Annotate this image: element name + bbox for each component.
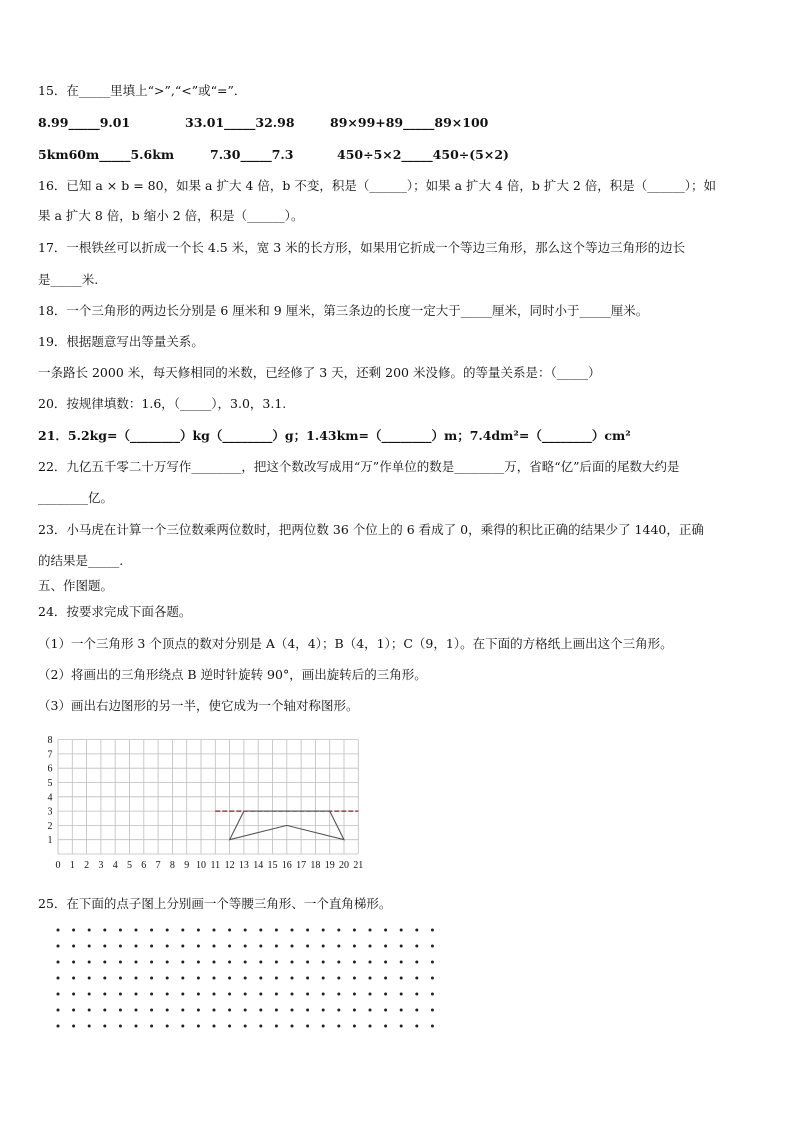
dot[interactable] [259,1025,262,1028]
dot[interactable] [119,929,122,932]
dot[interactable] [400,977,403,980]
x-tick-label: 3 [98,860,104,871]
dot[interactable] [213,993,216,996]
dot[interactable] [228,945,231,948]
dot[interactable] [181,1009,184,1012]
q24-sub-3: （3）画出右边图形的另一半，使它成为一个轴对称图形。 [38,698,359,713]
dot[interactable] [306,977,309,980]
dot[interactable] [103,929,106,932]
q15-compare: 8.99_____9.01 [38,115,131,130]
dot[interactable] [400,1009,403,1012]
dot[interactable] [275,929,278,932]
dot[interactable] [369,929,372,932]
x-tick-label: 19 [324,860,335,871]
dot[interactable] [150,961,153,964]
section-title: 五、作图题。 [38,578,114,593]
dot[interactable] [353,961,356,964]
dot[interactable] [103,1025,106,1028]
dot[interactable] [353,945,356,948]
x-tick-label: 21 [353,860,364,871]
x-tick-label: 10 [196,860,206,871]
dot[interactable] [103,945,106,948]
dot[interactable] [415,977,418,980]
dot[interactable] [400,1025,403,1028]
y-tick-label: 8 [47,735,53,747]
dot[interactable] [337,961,340,964]
dot[interactable] [337,945,340,948]
dot[interactable] [213,961,216,964]
dot[interactable] [72,961,75,964]
dot[interactable] [353,993,356,996]
dot[interactable] [135,945,138,948]
dot[interactable] [213,945,216,948]
dot[interactable] [384,993,387,996]
dot[interactable] [181,929,184,932]
dot[interactable] [135,1009,138,1012]
dot[interactable] [306,929,309,932]
dot[interactable] [88,961,91,964]
dot[interactable] [369,977,372,980]
dot[interactable] [228,961,231,964]
q19-line-1: 19．根据题意写出等量关系。 [38,334,204,349]
dot[interactable] [259,945,262,948]
dot[interactable] [166,977,169,980]
dot[interactable] [244,929,247,932]
q21-line-1: 21．5.2kg=（________）kg（________）g；1.43km=（________）m；7.4dm²=（________）cm² [38,428,631,443]
dot[interactable] [259,977,262,980]
dot[interactable] [400,945,403,948]
q15-compare: 450÷5×2_____450÷(5×2) [337,147,509,162]
y-tick-label: 6 [47,763,53,775]
q24-sub-1: （1）一个三角形 3 个顶点的数对分别是 A（4，4）；B（4，1）；C（9，1）。在下面的方格纸上画出这个三角形。 [38,636,673,651]
dot[interactable] [337,1009,340,1012]
dot[interactable] [88,1009,91,1012]
dot[interactable] [103,993,106,996]
dot[interactable] [213,1025,216,1028]
dot[interactable] [166,945,169,948]
y-tick-label: 5 [47,778,53,789]
dot[interactable] [181,961,184,964]
dot[interactable] [244,961,247,964]
dot[interactable] [322,945,325,948]
dot[interactable] [88,929,91,932]
y-tick-label: 4 [47,792,53,804]
q17-line-2: 是_____米. [38,272,99,287]
dot[interactable] [353,1025,356,1028]
dot[interactable] [197,1009,200,1012]
dot[interactable] [244,977,247,980]
dot[interactable] [306,1025,309,1028]
dot[interactable] [135,977,138,980]
x-tick-label: 14 [253,860,264,871]
q17-line-1: 17．一根铁丝可以折成一个长 4.5 米，宽 3 米的长方形，如果用它折成一个等边三角形，那么这个等边三角形的边长 [38,240,686,255]
dot[interactable] [181,945,184,948]
dot[interactable] [181,977,184,980]
dot[interactable] [88,993,91,996]
dot[interactable] [181,993,184,996]
q15-compare: 7.30_____7.3 [210,147,294,162]
dot[interactable] [57,1009,60,1012]
dot[interactable] [337,977,340,980]
dot[interactable] [291,945,294,948]
dot[interactable] [72,1025,75,1028]
dot[interactable] [197,961,200,964]
dot[interactable] [337,1025,340,1028]
x-tick-label: 8 [169,860,175,871]
dot[interactable] [119,961,122,964]
q15-compare: 5km60m_____5.6km [38,147,175,162]
dot[interactable] [119,1025,122,1028]
dot[interactable] [431,929,434,932]
dot[interactable] [400,929,403,932]
dot[interactable] [415,1025,418,1028]
dot[interactable] [337,993,340,996]
dot[interactable] [197,977,200,980]
x-tick-label: 9 [184,860,190,871]
q19-line-2: 一条路长 2000 米，每天修相同的米数，已经修了 3 天，还剩 200 米没修。的等量关系是：（_____） [38,365,601,380]
dot[interactable] [150,929,153,932]
dot[interactable] [228,1025,231,1028]
dot[interactable] [57,945,60,948]
dot[interactable] [369,961,372,964]
dot[interactable] [275,993,278,996]
y-tick-label: 3 [47,806,53,818]
dot[interactable] [88,1025,91,1028]
y-tick-label: 1 [47,835,53,847]
dot[interactable] [322,929,325,932]
dot[interactable] [322,993,325,996]
q24-sub-2: （2）将画出的三角形绕点 B 逆时针旋转 90°，画出旋转后的三角形。 [38,667,427,682]
q16-line-1: 16．已知 a × b = 80，如果 a 扩大 4 倍，b 不变，积是（______）；如果 a 扩大 4 倍，b 扩大 2 倍，积是（______）；如 [38,178,717,193]
dot[interactable] [197,1025,200,1028]
dot[interactable] [213,1009,216,1012]
dot[interactable] [103,1009,106,1012]
x-tick-label: 12 [224,860,235,871]
dot[interactable] [322,1009,325,1012]
dot[interactable] [135,961,138,964]
dot[interactable] [119,1009,122,1012]
dot[interactable] [197,929,200,932]
dot[interactable] [291,1025,294,1028]
q22-line-2: ________亿。 [38,490,114,505]
dot[interactable] [72,993,75,996]
q15-compare: 89×99+89_____89×100 [330,115,489,130]
dot[interactable] [415,945,418,948]
dot[interactable] [135,1025,138,1028]
dot[interactable] [72,929,75,932]
dot[interactable] [57,929,60,932]
dot[interactable] [150,1009,153,1012]
dot[interactable] [103,961,106,964]
dot[interactable] [291,993,294,996]
dot[interactable] [291,961,294,964]
dot[interactable] [369,1009,372,1012]
dot[interactable] [322,977,325,980]
dot[interactable] [244,1025,247,1028]
dot[interactable] [57,961,60,964]
dot[interactable] [306,961,309,964]
dot[interactable] [384,929,387,932]
dot[interactable] [400,961,403,964]
dot[interactable] [275,945,278,948]
dot[interactable] [369,993,372,996]
dot[interactable] [275,1009,278,1012]
dot[interactable] [431,1025,434,1028]
dot[interactable] [415,1009,418,1012]
x-tick-label: 17 [296,860,307,871]
q16-line-2: 果 a 扩大 8 倍，b 缩小 2 倍，积是（______）。 [38,208,304,223]
x-tick-label: 15 [267,860,278,871]
dot[interactable] [369,945,372,948]
q20-line-1: 20．按规律填数：1.6，（_____），3.0，3.1. [38,396,287,411]
dot[interactable] [384,945,387,948]
dot[interactable] [119,945,122,948]
q24-title: 24．按要求完成下面各题。 [38,604,192,619]
x-tick-label: 11 [210,860,221,871]
x-tick-label: 1 [69,860,75,871]
dot[interactable] [88,977,91,980]
dot[interactable] [150,945,153,948]
dot[interactable] [306,993,309,996]
q22-line-1: 22．九亿五千零二十万写作________，把这个数改写成用“万”作单位的数是________万，省略“亿”后面的尾数大约是 [38,459,680,474]
dot[interactable] [291,977,294,980]
dot-paper[interactable] [40,920,440,1032]
dot[interactable] [322,961,325,964]
dot[interactable] [57,1025,60,1028]
q25-title: 25．在下面的点子图上分别画一个等腰三角形、一个直角梯形。 [38,896,392,911]
q23-line-1: 23．小马虎在计算一个三位数乘两位数时，把两位数 36 个位上的 6 看成了 0，乘得的积比正确的结果少了 1440，正确 [38,522,704,537]
dot[interactable] [228,993,231,996]
x-tick-label: 0 [55,860,61,871]
dot[interactable] [353,929,356,932]
dot[interactable] [353,1009,356,1012]
x-tick-label: 2 [84,860,90,871]
dot[interactable] [275,961,278,964]
dot[interactable] [384,961,387,964]
dot[interactable] [166,1025,169,1028]
dot[interactable] [228,929,231,932]
dot[interactable] [337,929,340,932]
q18-line-1: 18．一个三角形的两边长分别是 6 厘米和 9 厘米，第三条边的长度一定大于_____厘米，同时小于_____厘米。 [38,303,649,318]
dot[interactable] [306,1009,309,1012]
dot[interactable] [306,945,309,948]
dot[interactable] [166,993,169,996]
dot[interactable] [72,977,75,980]
dot[interactable] [150,993,153,996]
dot[interactable] [57,993,60,996]
dot[interactable] [400,993,403,996]
dot[interactable] [213,929,216,932]
dot[interactable] [150,1025,153,1028]
dot[interactable] [275,1025,278,1028]
dot[interactable] [291,929,294,932]
dot[interactable] [431,945,434,948]
dot[interactable] [119,993,122,996]
dot[interactable] [431,977,434,980]
dot[interactable] [72,945,75,948]
dot[interactable] [166,961,169,964]
dot[interactable] [72,1009,75,1012]
dot[interactable] [197,993,200,996]
grid-labels [48,735,364,871]
q15-prompt: 15．在_____里填上“>”,“<”或“=”． [38,83,247,98]
dot[interactable] [244,945,247,948]
dot[interactable] [259,993,262,996]
dot[interactable] [384,1009,387,1012]
x-tick-label: 13 [238,860,249,871]
dot[interactable] [259,1009,262,1012]
dot[interactable] [369,1025,372,1028]
dot[interactable] [322,1025,325,1028]
x-tick-label: 7 [155,860,161,871]
dot[interactable] [431,961,434,964]
dot[interactable] [88,945,91,948]
dot[interactable] [244,993,247,996]
dot[interactable] [291,1009,294,1012]
dot[interactable] [181,1025,184,1028]
dot[interactable] [244,1009,247,1012]
dot[interactable] [166,1009,169,1012]
dot[interactable] [275,977,278,980]
x-tick-label: 18 [310,860,321,871]
dot[interactable] [384,1025,387,1028]
dot[interactable] [353,977,356,980]
coordinate-grid[interactable] [30,728,370,876]
y-tick-label: 2 [47,820,53,832]
dot[interactable] [384,977,387,980]
dot[interactable] [213,977,216,980]
dot[interactable] [431,993,434,996]
q23-line-2: 的结果是_____. [38,553,124,568]
dot[interactable] [103,977,106,980]
x-tick-label: 6 [141,860,147,871]
dot[interactable] [166,929,169,932]
x-tick-label: 4 [112,860,118,871]
dot[interactable] [415,961,418,964]
dot[interactable] [135,993,138,996]
dot[interactable] [119,977,122,980]
x-tick-label: 5 [127,860,132,871]
dot[interactable] [228,977,231,980]
x-tick-label: 16 [281,860,292,871]
dot[interactable] [259,929,262,932]
grid-lines [58,740,358,854]
dot[interactable] [197,945,200,948]
dot[interactable] [150,977,153,980]
dot[interactable] [415,993,418,996]
dot[interactable] [228,1009,231,1012]
dot[interactable] [415,929,418,932]
dot[interactable] [431,1009,434,1012]
dot[interactable] [135,929,138,932]
dot[interactable] [259,961,262,964]
dot[interactable] [57,977,60,980]
x-tick-label: 20 [339,860,349,871]
y-tick-label: 7 [47,749,53,761]
q15-compare: 33.01_____32.98 [185,115,295,130]
